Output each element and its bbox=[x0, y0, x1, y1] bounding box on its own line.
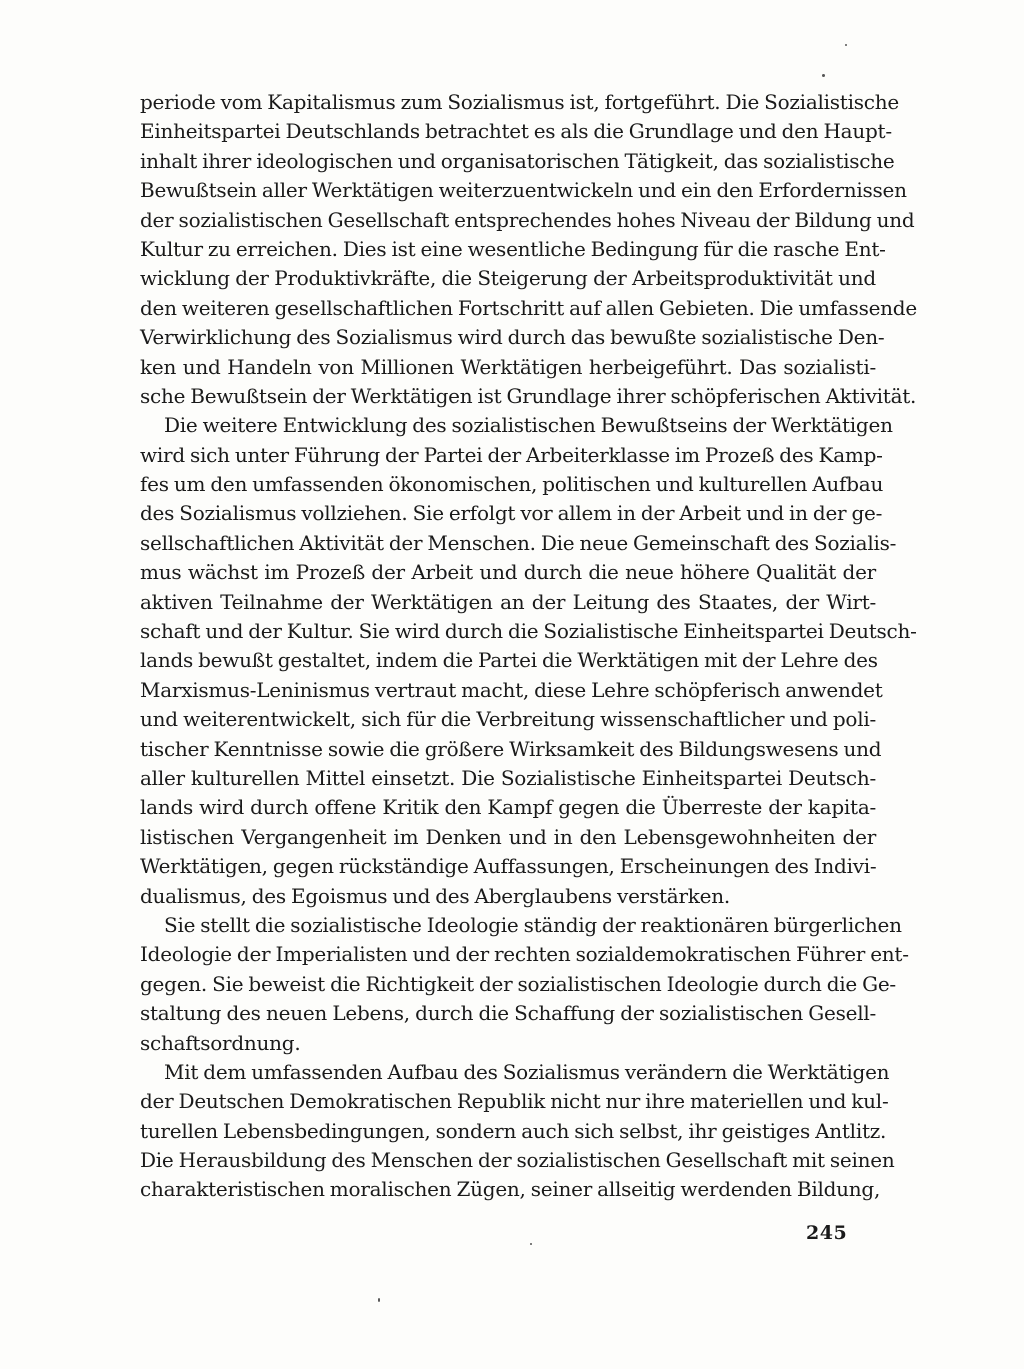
text-line: Ideologie der Imperialisten und der rechten sozialdemokratischen Führer ent- bbox=[140, 942, 909, 967]
text-line: Kultur zu erreichen. Dies ist eine wesentliche Bedingung für die rasche Ent- bbox=[140, 236, 886, 261]
text-line: wird sich unter Führung der Partei der Arbeiterklasse im Prozeß des Kamp- bbox=[140, 442, 883, 467]
text-line: des Sozialismus vollziehen. Sie erfolgt vor allem in der Arbeit und in der ge- bbox=[140, 501, 883, 526]
text-line: Sie stellt die sozialistische Ideologie ständig der reaktionären bürgerlichen bbox=[164, 912, 902, 937]
text-line: Mit dem umfassenden Aufbau des Sozialismus verändern die Werktätigen bbox=[164, 1059, 890, 1084]
scan-speck bbox=[845, 44, 847, 46]
text-line: schaft und der Kultur. Sie wird durch die Sozialistische Einheitspartei Deutsch- bbox=[140, 619, 917, 644]
text-line: lands wird durch offene Kritik den Kampf gegen die Überreste der kapita- bbox=[140, 795, 876, 820]
text-line: Die Herausbildung des Menschen der sozialistischen Gesellschaft mit seinen bbox=[140, 1148, 895, 1173]
text-line: tischer Kenntnisse sowie die größere Wirksamkeit des Bildungswesens und bbox=[140, 736, 882, 761]
text-line: der sozialistischen Gesellschaft entsprechendes hohes Niveau der Bildung und bbox=[140, 207, 915, 232]
text-line: Bewußtsein aller Werktätigen weiterzuentwickeln und ein den Erfordernissen bbox=[140, 178, 907, 203]
text-line: und weiterentwickelt, sich für die Verbreitung wissenschaftlicher und poli- bbox=[140, 707, 876, 732]
text-line: listischen Vergangenheit im Denken und in den Lebensgewohnheiten der bbox=[140, 824, 876, 849]
paragraph bbox=[140, 911, 909, 1058]
text-line: aller kulturellen Mittel einsetzt. Die Sozialistische Einheitspartei Deutsch- bbox=[140, 765, 876, 790]
paragraph bbox=[140, 411, 917, 911]
text-line: sellschaftlichen Aktivität der Menschen. Die neue Gemeinschaft des Sozialis- bbox=[140, 530, 897, 555]
text-line: mus wächst im Prozeß der Arbeit und durch die neue höhere Qualität der bbox=[140, 560, 876, 585]
text-line: Die weitere Entwicklung des sozialistischen Bewußtseins der Werktätigen bbox=[164, 413, 893, 438]
text-line: turellen Lebensbedingungen, sondern auch sich selbst, ihr geistiges Antlitz. bbox=[140, 1118, 887, 1143]
text-line: gegen. Sie beweist die Richtigkeit der sozialistischen Ideologie durch die Ge- bbox=[140, 971, 896, 996]
text-line: Marxismus-Leninismus vertraut macht, diese Lehre schöpferisch anwendet bbox=[140, 677, 883, 702]
text-line: periode vom Kapitalismus zum Sozialismus ist, fortgeführt. Die Sozialistische bbox=[140, 90, 899, 114]
text-line: den weiteren gesellschaftlichen Fortschritt auf allen Gebieten. Die umfassende bbox=[140, 295, 917, 320]
scan-speck bbox=[378, 1298, 380, 1302]
text-line: ken und Handeln von Millionen Werktätigen herbeigeführt. Das sozialisti- bbox=[140, 354, 876, 379]
text-line: schaftsordnung. bbox=[140, 1030, 301, 1055]
scan-speck bbox=[822, 74, 825, 77]
body-text bbox=[140, 88, 917, 1205]
text-line: Einheitspartei Deutschlands betrachtet es als die Grundlage und den Haupt- bbox=[140, 119, 892, 144]
text-line: dualismus, des Egoismus und des Aberglaubens verstärken. bbox=[140, 883, 730, 908]
text-line: der Deutschen Demokratischen Republik nicht nur ihre materiellen und kul- bbox=[140, 1089, 889, 1114]
paragraph bbox=[140, 1058, 895, 1205]
text-line: inhalt ihrer ideologischen und organisatorischen Tätigkeit, das sozialistische bbox=[140, 148, 895, 173]
text-line: Werktätigen, gegen rückständige Auffassungen, Erscheinungen des Indivi- bbox=[140, 854, 877, 879]
text-line: Verwirklichung des Sozialismus wird durch das bewußte sozialistische Den- bbox=[140, 325, 885, 350]
text-line: aktiven Teilnahme der Werktätigen an der Leitung des Staates, der Wirt- bbox=[140, 589, 876, 614]
paragraph bbox=[140, 88, 917, 411]
text-line: wicklung der Produktivkräfte, die Steigerung der Arbeitsproduktivität und bbox=[140, 266, 876, 291]
text-line: fes um den umfassenden ökonomischen, politischen und kulturellen Aufbau bbox=[140, 472, 884, 497]
page-number: 245 bbox=[806, 1222, 848, 1244]
scan-speck bbox=[530, 1243, 532, 1245]
text-line: sche Bewußtsein der Werktätigen ist Grundlage ihrer schöpferischen Aktivität. bbox=[140, 383, 917, 408]
text-line: charakteristischen moralischen Zügen, seiner allseitig werdenden Bildung, bbox=[140, 1177, 881, 1202]
text-line: staltung des neuen Lebens, durch die Schaffung der sozialistischen Gesell- bbox=[140, 1001, 876, 1026]
text-line: lands bewußt gestaltet, indem die Partei die Werktätigen mit der Lehre des bbox=[140, 648, 878, 673]
